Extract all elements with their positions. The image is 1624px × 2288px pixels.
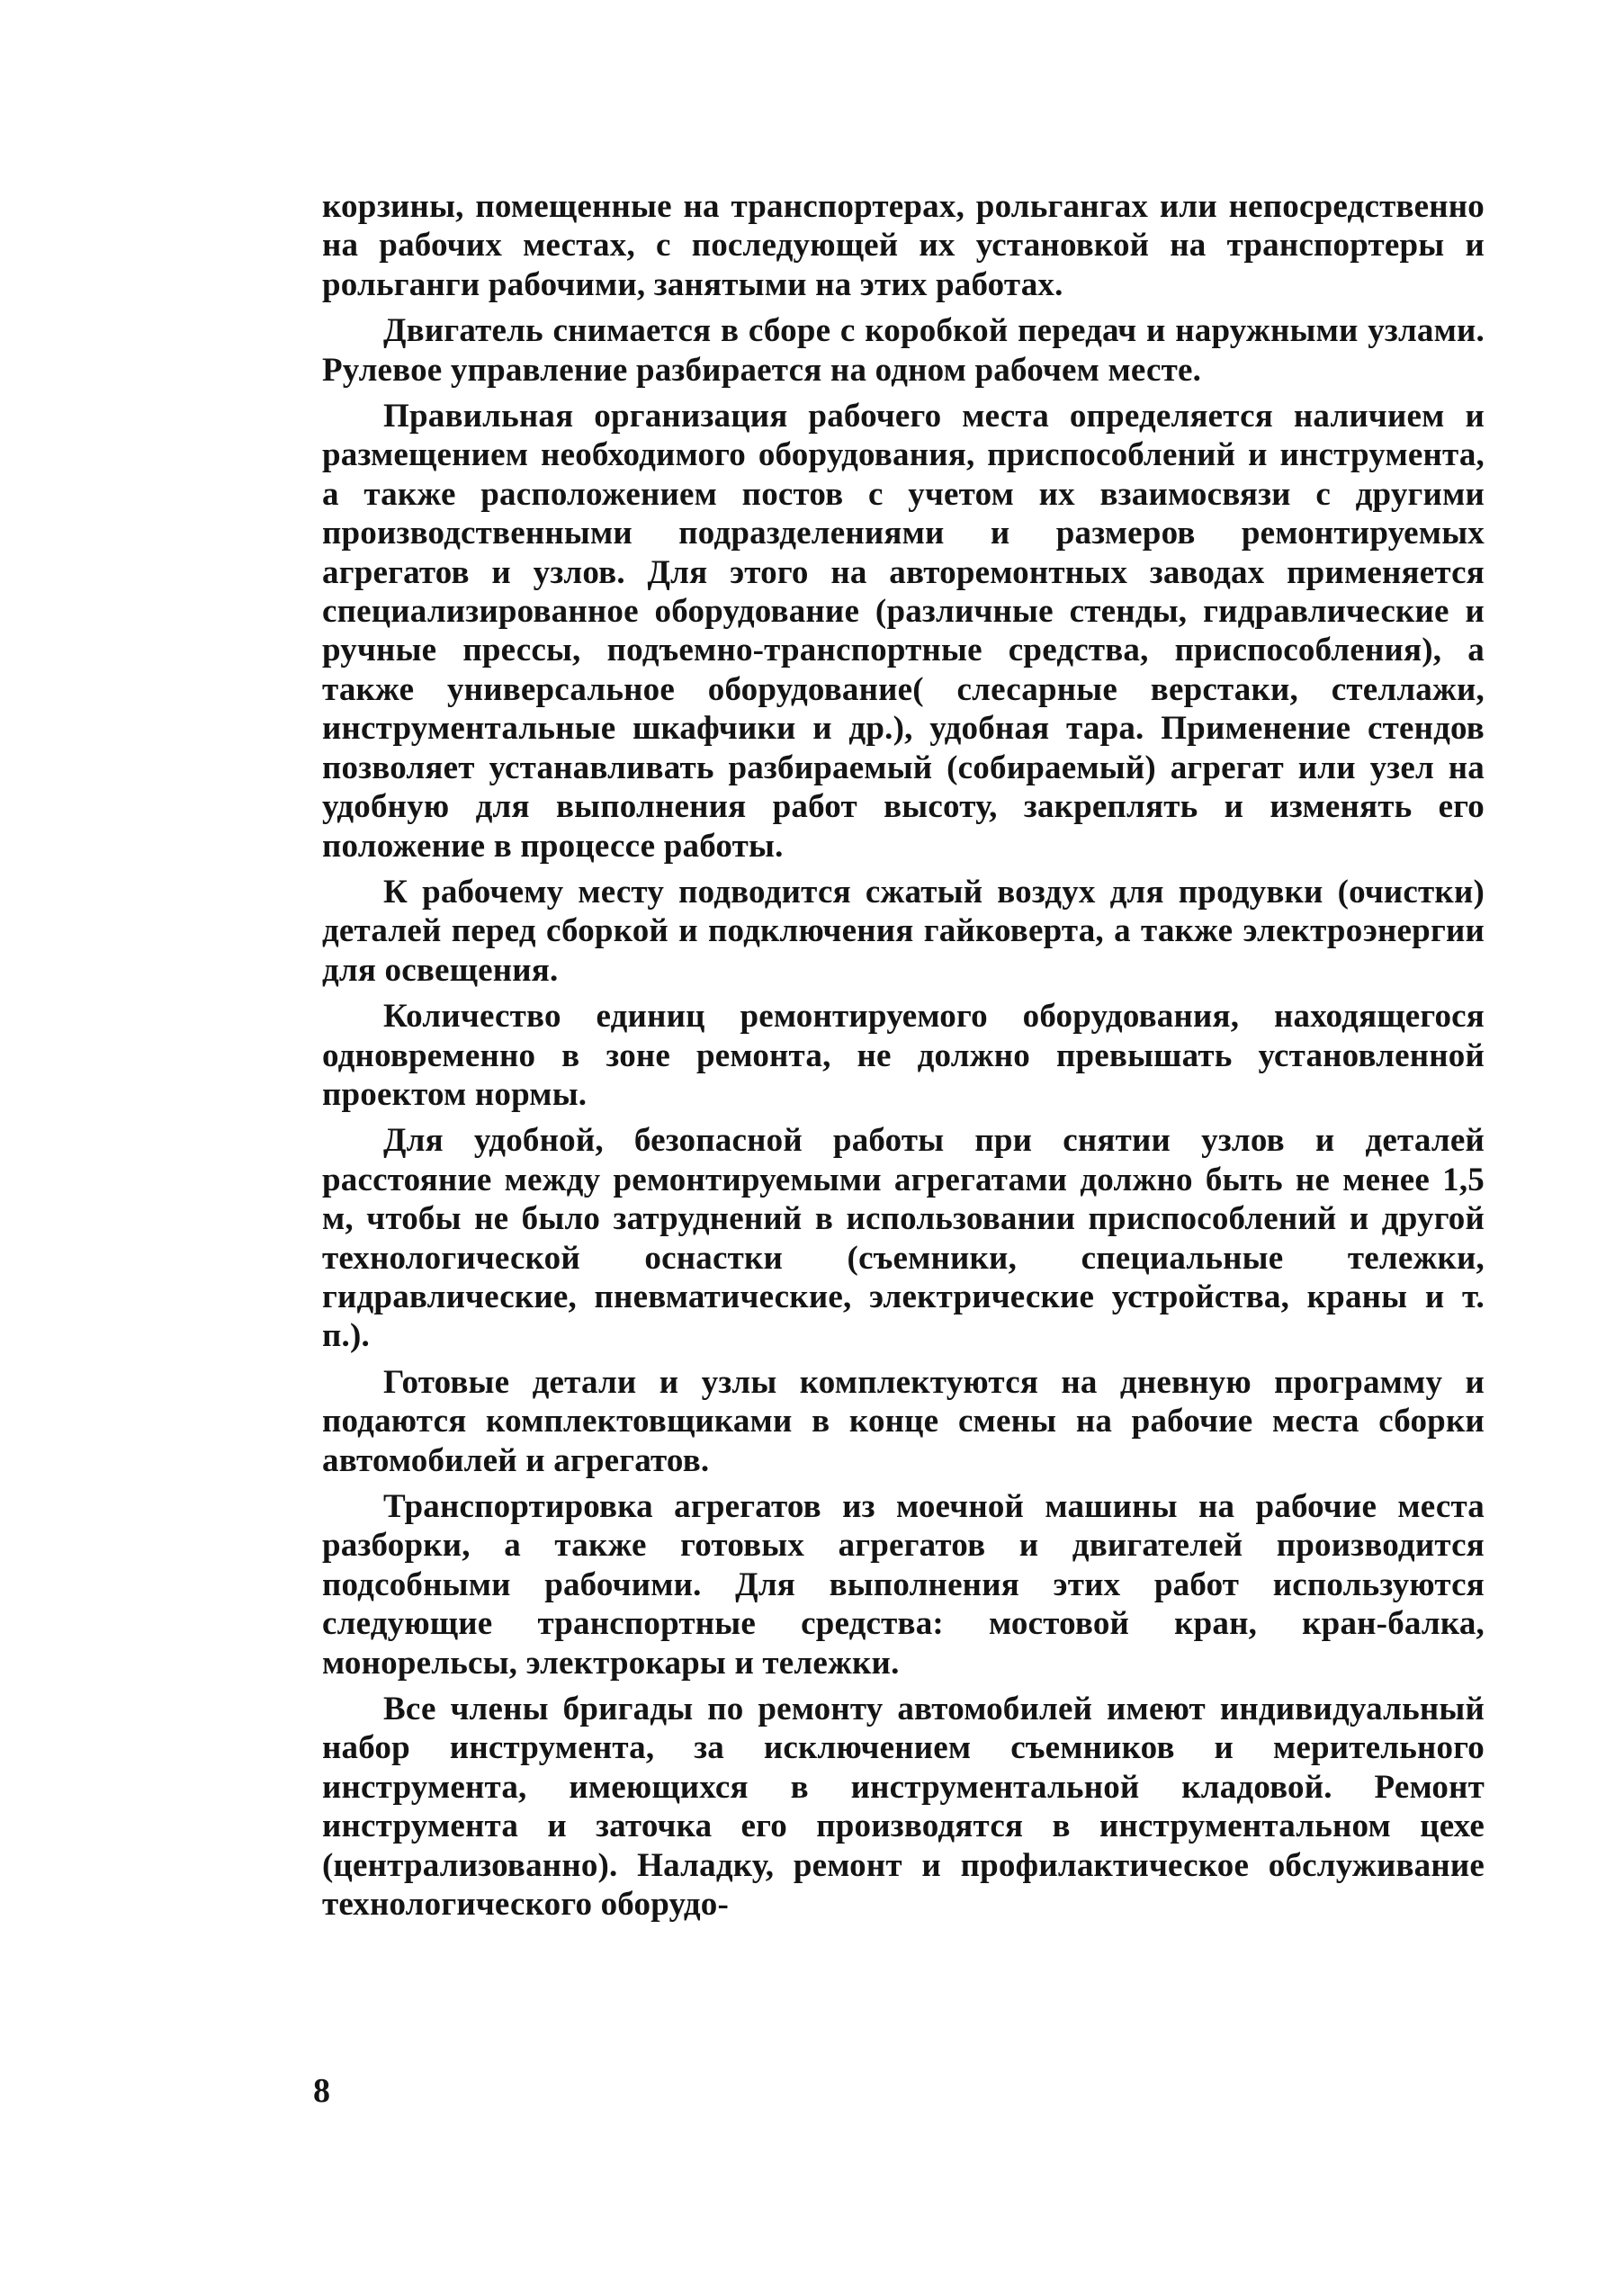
page-number: 8 [313, 2072, 330, 2110]
paragraph-9: Все члены бригады по ремонту автомобилей имеют индивидуальный набор инструмента, за исключением съемников и мерительного инструмента, имеющихся в инструментальной кладовой. Ремонт инструмента и заточка его производятся в инструментальном цехе (централизованно). Наладку, ремонт и профилактическое обслуживание технологического оборудо- [322, 1691, 1485, 1924]
paragraph-1: корзины, помещенные на транспортерах, рольгангах или непосредственно на рабочих местах, с последующей их установкой на транспортеры и рольганги рабочими, занятыми на этих работах. [322, 188, 1485, 303]
paragraph-7: Готовые детали и узлы комплектуются на дневную программу и подаются комплектовщиками в конце смены на рабочие места сборки автомобилей и агрегатов. [322, 1363, 1485, 1479]
paragraph-8: Транспортировка агрегатов из моечной машины на рабочие места разборки, а также готовых агрегатов и двигателей производится подсобными рабочими. Для выполнения этих работ используются следующие транспортные средства: мостовой кран, кран-балка, монорельсы, электрокары и тележки. [322, 1488, 1485, 1682]
body-text [322, 187, 1485, 1931]
paragraph-6: Для удобной, безопасной работы при снятии узлов и деталей расстояние между ремонтируемыми агрегатами должно быть не менее 1,5 м, чтобы не было затруднений в использовании приспособлений и другой технологической оснастки (съемники, специальные тележки, гидравлические, пневматические, электрические устройства, краны и т. п.). [322, 1122, 1485, 1355]
paragraph-2: Двигатель снимается в сборе с коробкой передач и наружными узлами. Рулевое управление разбирается на одном рабочем месте. [322, 312, 1485, 389]
paragraph-5: Количество единиц ремонтируемого оборудования, находящегося одновременно в зоне ремонта, не должно превышать установленной проектом нормы. [322, 998, 1485, 1113]
paragraph-4: К рабочему месту подводится сжатый воздух для продувки (очистки) деталей перед сборкой и подключения гайковерта, а также электроэнергии для освещения. [322, 873, 1485, 989]
paragraph-3: Правильная организация рабочего места определяется наличием и размещением необходимого оборудования, приспособлений и инструмента, а также расположением постов с учетом их взаимосвязи с другими производственными подразделениями и размеров ремонтируемых агрегатов и узлов. Для этого на авторемонтных заводах применяется специализированное оборудование (различные стенды, гидравлические и ручные прессы, подъемно-транспортные средства, приспособления), а также универсальное оборудование( слесарные верстаки, стеллажи, инструментальные шкафчики и др.), удобная тара. Применение стендов позволяет устанавливать разбираемый (собираемый) агрегат или узел на удобную для выполнения работ высоту, закреплять и изменять его положение в процессе работы. [322, 398, 1485, 865]
